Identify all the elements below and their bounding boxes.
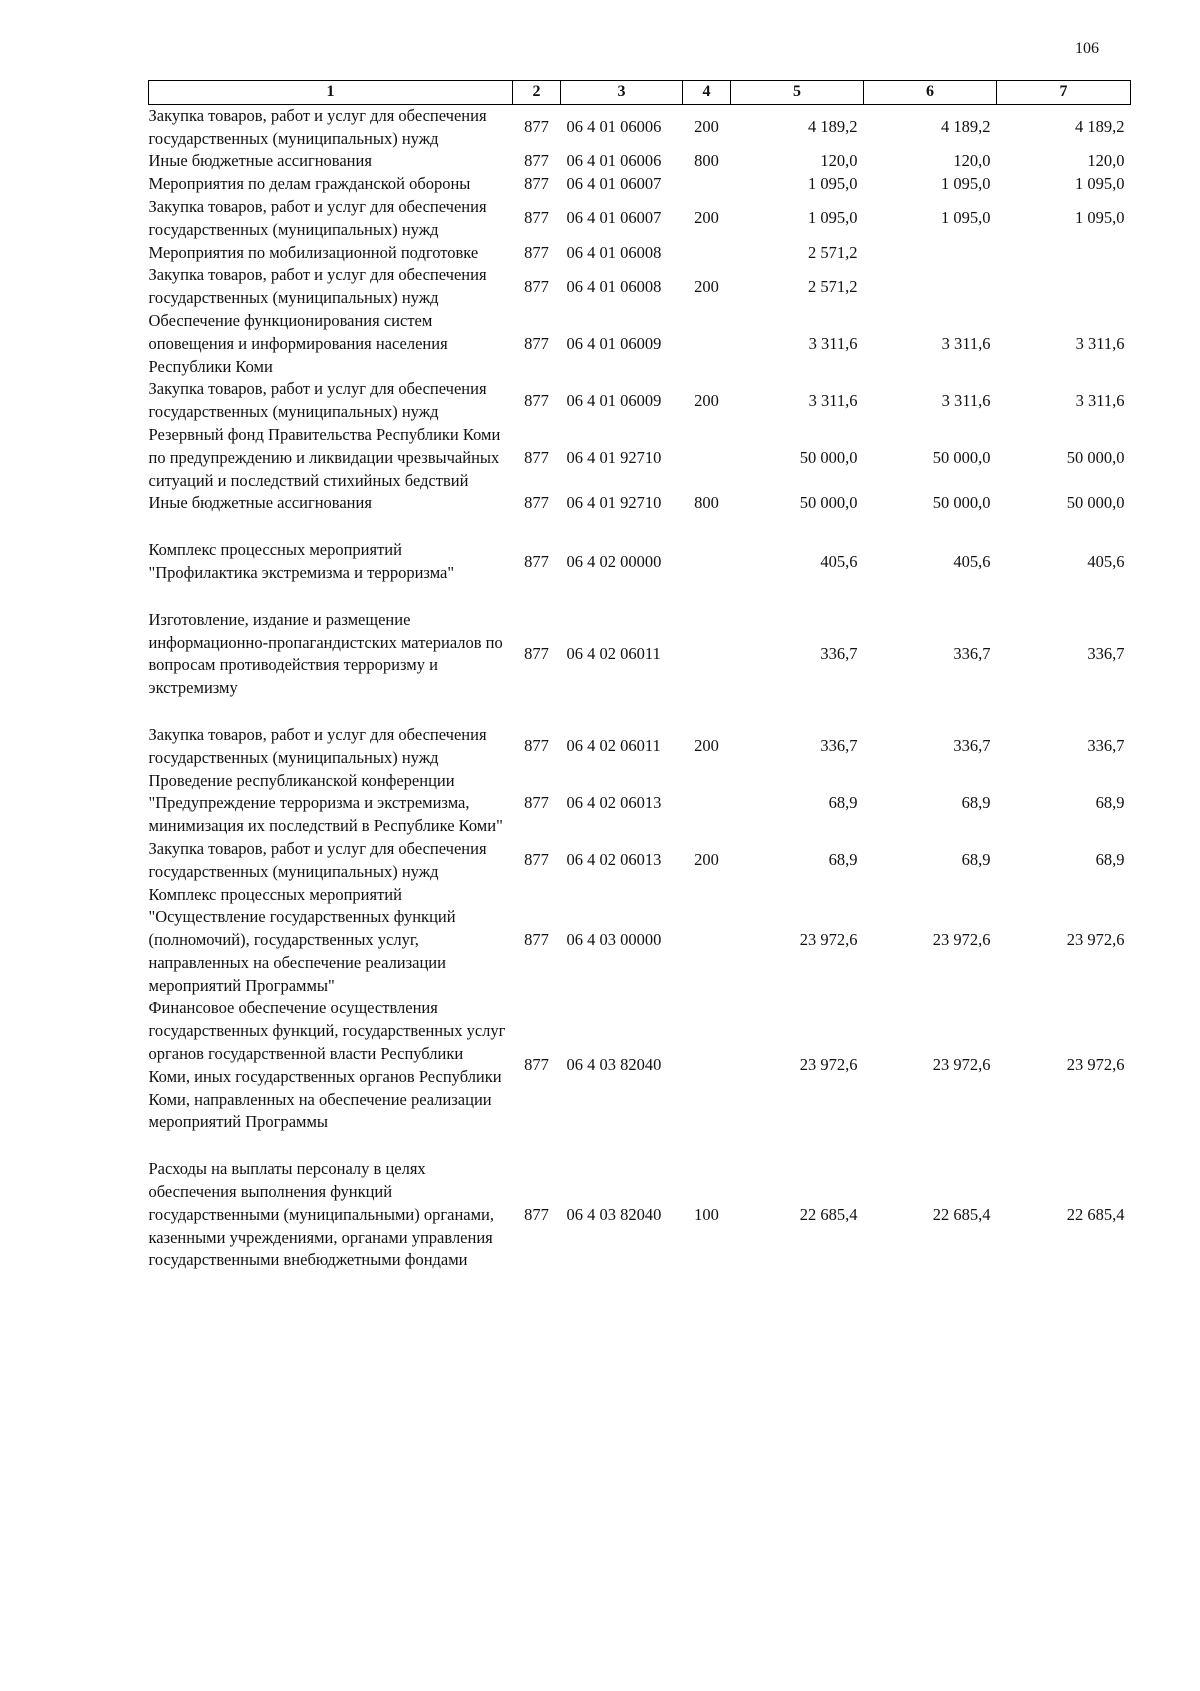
row-value-col5: 336,7 — [820, 643, 858, 663]
table-row — [149, 150, 1131, 173]
row-vr: 200 — [694, 736, 719, 756]
row-csr: 06 4 01 06009 — [566, 390, 662, 410]
header-col-2: 2 — [513, 81, 561, 105]
row-name: Закупка товаров, работ и услуг для обеспечения государственных (муниципальных) нужд — [148, 105, 487, 148]
row-csr: 06 4 01 06007 — [566, 208, 662, 228]
row-gp: 877 — [524, 333, 549, 353]
table-row — [149, 997, 1131, 1158]
row-vr — [683, 424, 731, 492]
row-vr — [683, 310, 731, 378]
row-gp: 877 — [524, 1055, 549, 1075]
row-value-col5: 68,9 — [828, 793, 858, 813]
row-value-col6: 23 972,6 — [932, 1055, 991, 1075]
row-vr — [683, 539, 731, 609]
table-header-row — [149, 81, 1131, 105]
row-value-col5: 2 571,2 — [808, 276, 858, 296]
row-gp: 877 — [524, 447, 549, 467]
row-value-col5: 68,9 — [828, 850, 858, 870]
table-row — [149, 264, 1131, 310]
table-row — [149, 424, 1131, 492]
row-value-col7 — [997, 242, 1131, 265]
row-value-col5: 4 189,2 — [808, 117, 858, 137]
table-row — [149, 609, 1131, 724]
row-value-col6: 50 000,0 — [932, 493, 991, 513]
row-csr: 06 4 01 06008 — [566, 276, 662, 296]
row-value-col6: 1 095,0 — [941, 208, 991, 228]
row-value-col7: 405,6 — [1087, 551, 1125, 571]
table-row — [149, 196, 1131, 242]
row-csr: 06 4 02 06011 — [566, 736, 661, 756]
row-value-col7: 3 311,6 — [1075, 390, 1125, 410]
row-csr: 06 4 02 00000 — [566, 551, 662, 571]
row-value-col7: 68,9 — [1095, 850, 1125, 870]
row-value-col6: 1 095,0 — [941, 174, 991, 194]
row-name: Финансовое обеспечение осуществления государственных функций, государственных услуг органов государственной власти Республики Коми, иных государственных органов Республики Коми, направленных на обеспечение реализации мероприятий Программы — [148, 998, 506, 1132]
row-value-col5: 3 311,6 — [808, 390, 858, 410]
table-row — [149, 310, 1131, 378]
row-value-col6 — [864, 242, 997, 265]
row-name: Комплекс процессных мероприятий "Осуществление государственных функций (полномочий), государственных услуг, направленных на обеспечение реализации мероприятий Программы" — [148, 884, 456, 995]
row-gp: 877 — [524, 643, 549, 663]
row-gp: 877 — [524, 930, 549, 950]
row-value-col5: 50 000,0 — [799, 447, 858, 467]
row-value-col7 — [997, 264, 1131, 310]
row-vr: 200 — [694, 276, 719, 296]
row-name: Закупка товаров, работ и услуг для обеспечения государственных (муниципальных) нужд — [148, 265, 487, 308]
header-col-5: 5 — [731, 81, 864, 105]
row-gp: 877 — [524, 736, 549, 756]
row-value-col6: 4 189,2 — [941, 117, 991, 137]
row-vr — [683, 997, 731, 1158]
row-csr: 06 4 03 82040 — [566, 1055, 662, 1075]
row-value-col7: 1 095,0 — [1075, 174, 1125, 194]
row-value-col5: 23 972,6 — [799, 1055, 858, 1075]
table-row — [149, 1158, 1131, 1272]
row-gp: 877 — [524, 551, 549, 571]
table-row — [149, 838, 1131, 884]
row-vr: 200 — [694, 390, 719, 410]
row-value-col5: 405,6 — [820, 551, 858, 571]
row-vr: 100 — [694, 1204, 719, 1224]
row-name: Расходы на выплаты персоналу в целях обеспечения выполнения функций государственными (муниципальными) органами, казенными учреждениями, органами управления государственными внебюджетными фондами — [148, 1159, 495, 1270]
row-value-col6: 336,7 — [953, 643, 991, 663]
header-col-1: 1 — [149, 81, 513, 105]
row-value-col7: 1 095,0 — [1075, 208, 1125, 228]
row-value-col6: 405,6 — [953, 551, 991, 571]
row-csr: 06 4 01 06006 — [566, 117, 662, 137]
row-value-col7: 120,0 — [1087, 151, 1125, 171]
row-value-col6: 336,7 — [953, 736, 991, 756]
row-gp: 877 — [524, 390, 549, 410]
row-value-col5: 23 972,6 — [799, 930, 858, 950]
row-name: Проведение республиканской конференции "Предупреждение терроризма и экстремизма, минимизация их последствий в Республике Коми" — [148, 770, 503, 836]
header-col-4: 4 — [683, 81, 731, 105]
row-gp: 877 — [524, 493, 549, 513]
row-value-col7: 50 000,0 — [1066, 493, 1125, 513]
row-vr — [683, 609, 731, 724]
row-value-col5: 1 095,0 — [808, 208, 858, 228]
row-vr — [683, 884, 731, 998]
row-name: Комплекс процессных мероприятий "Профилактика экстремизма и терроризма" — [148, 540, 455, 582]
row-gp: 877 — [524, 174, 549, 194]
row-value-col7: 22 685,4 — [1066, 1204, 1125, 1224]
row-value-col6: 3 311,6 — [941, 333, 991, 353]
row-csr: 06 4 02 06011 — [566, 643, 661, 663]
row-value-col6: 68,9 — [961, 850, 991, 870]
table-row — [149, 173, 1131, 196]
header-col-6: 6 — [864, 81, 997, 105]
row-vr — [683, 173, 731, 196]
row-value-col7: 50 000,0 — [1066, 447, 1125, 467]
row-value-col5: 3 311,6 — [808, 333, 858, 353]
row-csr: 06 4 01 06008 — [566, 242, 662, 262]
table-row — [149, 884, 1131, 998]
row-name: Обеспечение функционирования систем оповещения и информирования населения Республики Коми — [148, 310, 448, 376]
table-row — [149, 539, 1131, 609]
row-value-col7: 3 311,6 — [1075, 333, 1125, 353]
row-name: Закупка товаров, работ и услуг для обеспечения государственных (муниципальных) нужд — [148, 379, 487, 422]
row-csr: 06 4 01 92710 — [566, 493, 662, 513]
row-csr: 06 4 01 92710 — [566, 447, 662, 467]
row-csr: 06 4 03 82040 — [566, 1204, 662, 1224]
row-value-col5: 1 095,0 — [808, 174, 858, 194]
row-gp: 877 — [524, 276, 549, 296]
row-gp: 877 — [524, 117, 549, 137]
row-csr: 06 4 02 06013 — [566, 850, 662, 870]
row-vr: 800 — [694, 151, 719, 171]
row-value-col6: 68,9 — [961, 793, 991, 813]
row-value-col6: 23 972,6 — [932, 930, 991, 950]
row-vr: 200 — [694, 850, 719, 870]
row-name: Иные бюджетные ассигнования — [148, 493, 372, 513]
table-row — [149, 724, 1131, 770]
row-value-col5: 120,0 — [820, 151, 858, 171]
row-name: Закупка товаров, работ и услуг для обеспечения государственных (муниципальных) нужд — [148, 724, 487, 767]
row-vr — [683, 770, 731, 838]
table-row — [149, 104, 1131, 150]
row-value-col6: 50 000,0 — [932, 447, 991, 467]
row-value-col5: 22 685,4 — [799, 1204, 858, 1224]
row-gp: 877 — [524, 793, 549, 813]
table-row — [149, 378, 1131, 424]
header-col-7: 7 — [997, 81, 1131, 105]
table-row — [149, 492, 1131, 539]
page-number: 106 — [1075, 40, 1099, 57]
row-value-col7: 336,7 — [1087, 643, 1125, 663]
row-csr: 06 4 01 06009 — [566, 333, 662, 353]
row-csr: 06 4 01 06006 — [566, 151, 662, 171]
row-gp: 877 — [524, 208, 549, 228]
row-gp: 877 — [524, 242, 549, 262]
row-name: Мероприятия по мобилизационной подготовке — [148, 242, 479, 262]
table-row — [149, 242, 1131, 265]
row-name: Закупка товаров, работ и услуг для обеспечения государственных (муниципальных) нужд — [148, 196, 487, 239]
row-name: Мероприятия по делам гражданской обороны — [148, 174, 471, 194]
row-csr: 06 4 02 06013 — [566, 793, 662, 813]
row-value-col5: 50 000,0 — [799, 493, 858, 513]
row-name: Изготовление, издание и размещение информационно-пропагандистских материалов по вопросам противодействия терроризму и экстремизму — [148, 609, 503, 698]
row-value-col6: 3 311,6 — [941, 390, 991, 410]
row-value-col7: 68,9 — [1095, 793, 1125, 813]
row-value-col7: 4 189,2 — [1075, 117, 1125, 137]
budget-table — [148, 80, 1131, 1272]
row-value-col7: 336,7 — [1087, 736, 1125, 756]
header-col-3: 3 — [561, 81, 683, 105]
row-value-col7: 23 972,6 — [1066, 930, 1125, 950]
row-gp: 877 — [524, 151, 549, 171]
row-value-col5: 2 571,2 — [808, 242, 858, 262]
row-name: Иные бюджетные ассигнования — [148, 151, 372, 171]
row-value-col5: 336,7 — [820, 736, 858, 756]
row-vr — [683, 242, 731, 265]
row-value-col6 — [864, 264, 997, 310]
table-row — [149, 770, 1131, 838]
row-csr: 06 4 01 06007 — [566, 174, 662, 194]
row-vr: 800 — [694, 493, 719, 513]
row-name: Закупка товаров, работ и услуг для обеспечения государственных (муниципальных) нужд — [148, 838, 487, 881]
row-name: Резервный фонд Правительства Республики Коми по предупреждению и ликвидации чрезвычайных ситуаций и последствий стихийных бедствий — [148, 424, 501, 490]
row-gp: 877 — [524, 850, 549, 870]
row-value-col6: 120,0 — [953, 151, 991, 171]
row-value-col6: 22 685,4 — [932, 1204, 991, 1224]
row-value-col7: 23 972,6 — [1066, 1055, 1125, 1075]
row-csr: 06 4 03 00000 — [566, 930, 662, 950]
row-vr: 200 — [694, 117, 719, 137]
row-vr: 200 — [694, 208, 719, 228]
row-gp: 877 — [524, 1204, 549, 1224]
